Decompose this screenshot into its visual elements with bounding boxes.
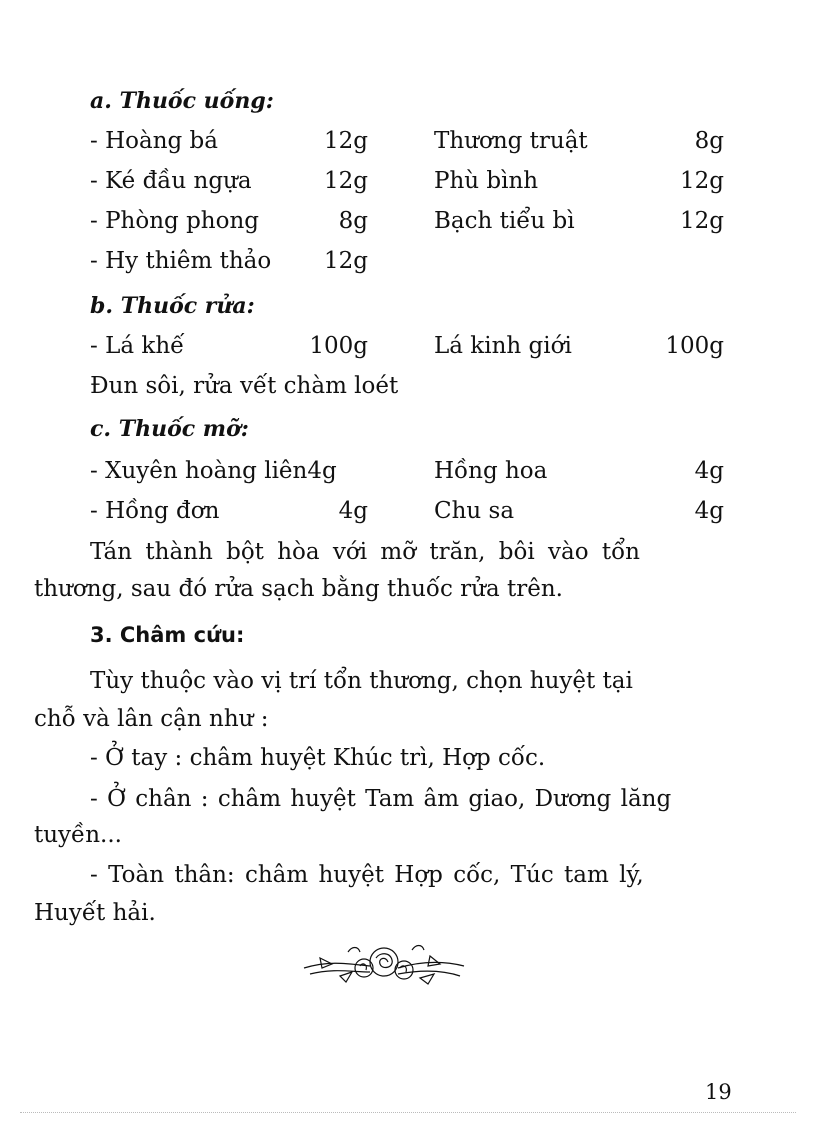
page-bottom-divider — [20, 1112, 796, 1113]
ingredient-name: Phù bình — [434, 168, 539, 194]
ingredient-name: - Xuyên hoàng liên4g — [90, 458, 337, 484]
paragraph-line: Tán thành bột hòa với mỡ trăn, bôi vào tổn — [90, 539, 640, 565]
ingredient-qty: 4g — [338, 498, 368, 524]
ingredient-name: Chu sa — [434, 498, 515, 524]
list-item: - Ở chân : châm huyệt Tam âm giao, Dương lăng — [90, 786, 672, 812]
section-b-heading: b. Thuốc rửa: — [90, 293, 255, 319]
ingredient-qty: 8g — [338, 208, 368, 234]
ingredient-qty: 12g — [680, 168, 724, 194]
ingredient-name: Thương truật — [434, 128, 588, 154]
ingredient-name: - Lá khế — [90, 333, 185, 359]
ingredient-name: - Hoàng bá — [90, 128, 218, 154]
section-a-heading: a. Thuốc uống: — [90, 88, 274, 114]
list-item-continuation: Huyết hải. — [34, 900, 156, 926]
ingredient-name: - Hy thiêm thảo — [90, 248, 272, 274]
preparation-note: Đun sôi, rửa vết chàm loét — [90, 373, 399, 399]
ingredient-qty: 100g — [665, 333, 724, 359]
rose-ornament-icon — [300, 938, 468, 990]
paragraph-line: chỗ và lân cận như : — [34, 706, 269, 732]
ingredient-name: Bạch tiểu bì — [434, 208, 575, 234]
list-item-continuation: tuyền... — [34, 822, 122, 848]
ingredient-name: - Hồng đơn — [90, 498, 220, 524]
paragraph-line: thương, sau đó rửa sạch bằng thuốc rửa trên. — [34, 576, 563, 602]
section-3-heading: 3. Châm cứu: — [90, 623, 245, 647]
list-item: - Toàn thân: châm huyệt Hợp cốc, Túc tam lý, — [90, 862, 644, 888]
ingredient-qty: 4g — [694, 498, 724, 524]
ingredient-qty: 12g — [680, 208, 724, 234]
ingredient-name: Hồng hoa — [434, 458, 548, 484]
ingredient-qty: 100g — [309, 333, 368, 359]
page-number: 19 — [705, 1080, 732, 1104]
ingredient-name: - Ké đầu ngựa — [90, 168, 252, 194]
ingredient-qty: 12g — [324, 248, 368, 274]
paragraph-line: Tùy thuộc vào vị trí tổn thương, chọn huyệt tại — [90, 668, 633, 694]
section-c-heading: c. Thuốc mỡ: — [90, 416, 249, 442]
ingredient-qty: 12g — [324, 168, 368, 194]
ingredient-qty: 12g — [324, 128, 368, 154]
ingredient-name: Lá kinh giới — [434, 333, 572, 359]
list-item: - Ở tay : châm huyệt Khúc trì, Hợp cốc. — [90, 745, 546, 771]
ingredient-qty: 8g — [694, 128, 724, 154]
ingredient-name: - Phòng phong — [90, 208, 259, 234]
ingredient-qty: 4g — [694, 458, 724, 484]
